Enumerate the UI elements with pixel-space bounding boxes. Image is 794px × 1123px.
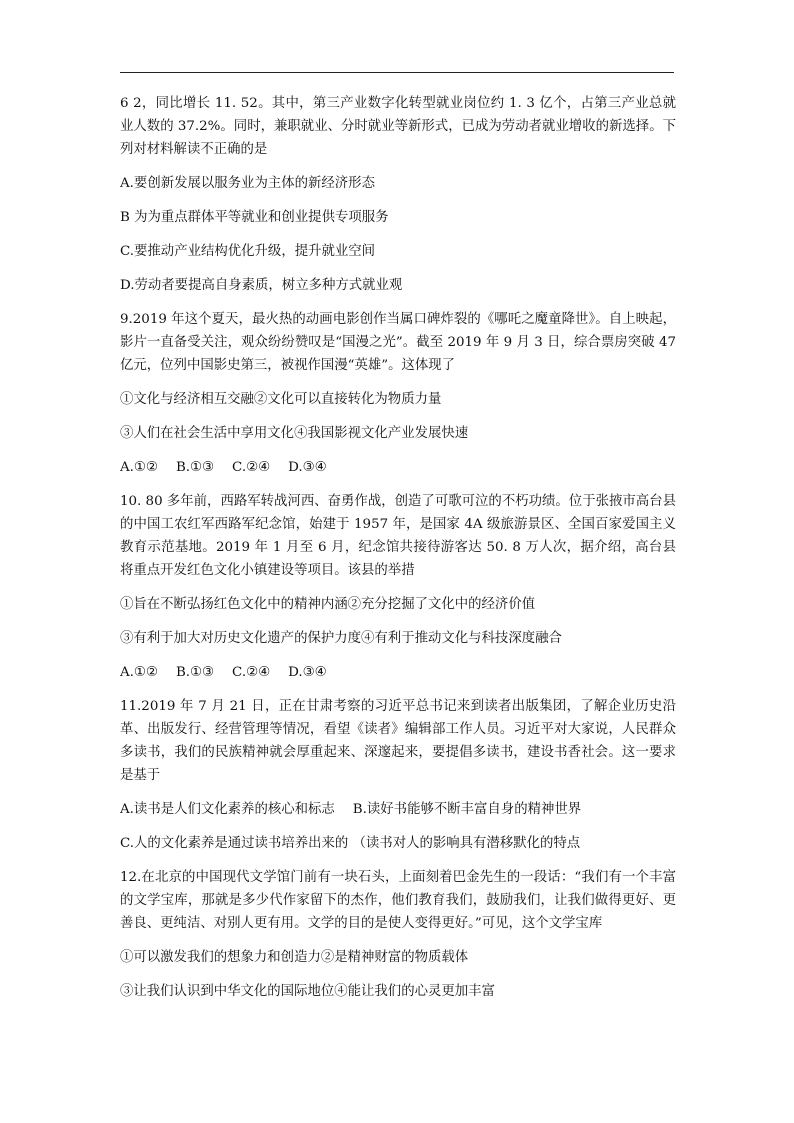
exam-page-content	[120, 92, 676, 1014]
question-8-option-d: D.劳动者要提高自身素质，树立多种方式就业观	[120, 278, 403, 293]
question-11-option-b: B.读好书能够不断丰富自身的精神世界	[352, 802, 582, 817]
question-10-choice-d: D.③④	[288, 665, 327, 680]
question-10-stem: 10. 80 多年前，西路军转战河西、奋勇作战，创造了可歌可泣的不朽功绩。位于张掖市高台县的中国工农红军西路军纪念馆，始建于 1957 年，是国家 4A 级旅游景区、全国百家爱国主义教育示范基地。2019 年 1 月至 6 月，纪念馆共接待游客达 50. 8 万人次，据介绍，高台县将重点开发红色文化小镇建设等项目。该县的举措	[120, 494, 676, 578]
question-11-options-cd: C.人的文化素养是通过读书培养出来的 （读书对人的影响具有潜移默化的特点	[120, 836, 581, 851]
question-8-option-b: B 为为重点群体平等就业和创业提供专项服务	[120, 210, 389, 225]
question-11-option-a: A.读书是人们文化素养的核心和标志	[120, 802, 335, 817]
question-10-choices	[120, 661, 676, 684]
question-10-statements-1-2: ①旨在不断弘扬红色文化中的精神内涵②充分挖掘了文化中的经济价值	[120, 597, 536, 612]
question-10-choice-a: A.①②	[120, 665, 158, 680]
question-10-choice-c: C.②④	[232, 665, 271, 680]
question-10-statements-3-4: ③有利于加大对历史文化遗产的保护力度④有利于推动文化与科技深度融合	[120, 631, 562, 646]
question-8-option-c: C.要推动产业结构优化升级，提升就业空间	[120, 244, 376, 259]
question-9-statements-3-4: ③人们在社会生活中享用文化④我国影视文化产业发展快速	[120, 426, 469, 441]
question-9-choice-b: B.①③	[175, 460, 215, 475]
question-12-statements-3-4: ③让我们认识到中华文化的国际地位④能让我们的心灵更加丰富	[120, 984, 495, 999]
question-11-stem: 11.2019 年 7 月 21 日，正在甘肃考察的习近平总书记来到读者出版集团，了解企业历史沿革、出版发行、经营管理等情况，看望《读者》编辑部工作人员。习近平对大家说，人民群众多读书，我们的民族精神就会厚重起来、深邃起来，要提倡多读书，建设书香社会。这一要求是基于	[120, 699, 676, 783]
question-9-choice-d: D.③④	[288, 460, 327, 475]
question-9-choices	[120, 456, 676, 479]
question-9-statements-1-2: ①文化与经济相互交融②文化可以直接转化为物质力量	[120, 392, 442, 407]
header-rule	[120, 72, 674, 73]
question-10-choice-b: B.①③	[175, 665, 215, 680]
question-9-stem: 9.2019 年这个夏天，最火热的动画电影创作当属口碑炸裂的《哪吒之魔童降世》。自上映起，影片一直备受关注，观众纷纷赞叹是“国漫之光”。截至 2019 年 9 月 3 日，综合票房突破 47 亿元，位列中国影史第三，被视作国漫“英雄”。这体现了	[120, 312, 676, 373]
question-8-option-a: A.要创新发展以服务业为主体的新经济形态	[120, 176, 375, 191]
question-12-statements-1-2: ①可以激发我们的想象力和创造力②是精神财富的物质载体	[120, 950, 469, 965]
question-12-stem: 12.在北京的中国现代文学馆门前有一块石头，上面刻着巴金先生的一段话：“我们有一个丰富的文学宝库，那就是多少代作家留下的杰作，他们教育我们，鼓励我们，让我们做得更好、更善良、更纯洁、对别人更有用。文学的目的是使人变得更好。”可见，这个文学宝库	[120, 870, 676, 931]
question-9-choice-a: A.①②	[120, 460, 158, 475]
question-11-options-ab	[120, 798, 676, 821]
question-8-stem: 6 2，同比增长 11. 52。其中，第三产业数字化转型就业岗位约 1. 3 亿个，占第三产业总就业人数的 37.2%。同时，兼职就业、分时就业等新形式，已成为劳动者就业增收的新选择。下列对材料解读不正确的是	[120, 96, 676, 157]
question-9-choice-c: C.②④	[232, 460, 271, 475]
